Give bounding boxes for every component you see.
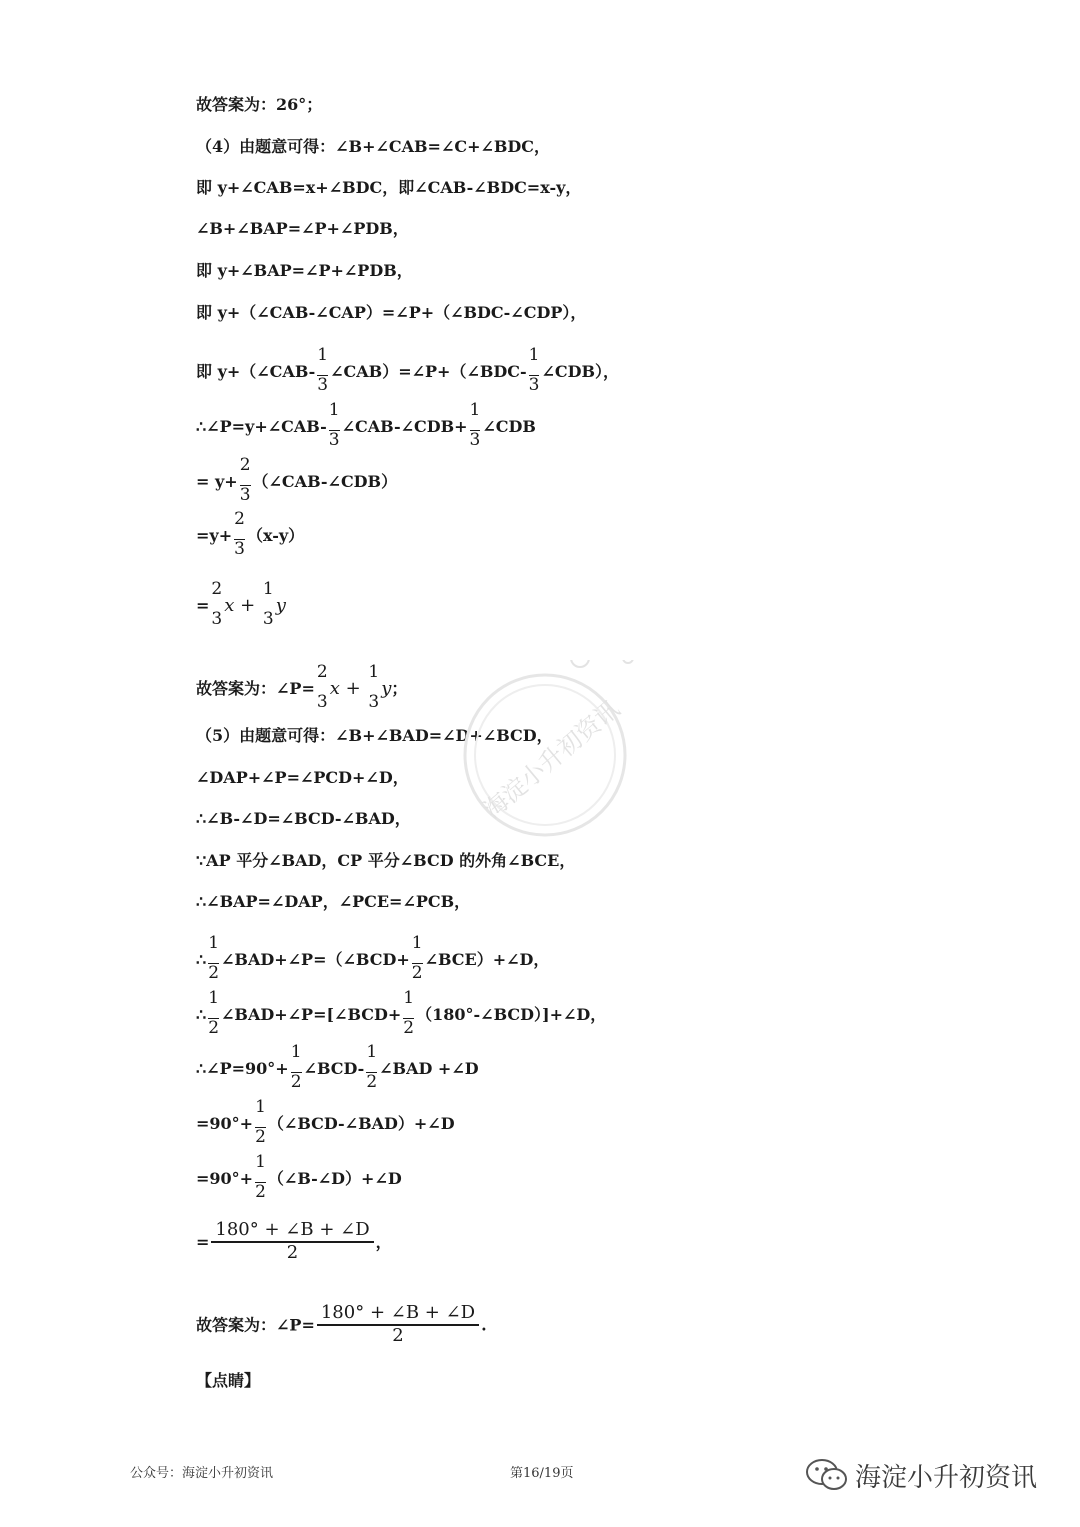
text-segment: . bbox=[481, 1315, 487, 1335]
text-segment: ∴ bbox=[196, 950, 207, 969]
fraction-one-third bbox=[470, 401, 481, 450]
watermark-text: 海淀小升初资讯 bbox=[478, 694, 625, 825]
brand-name: 海淀小升初资讯 bbox=[855, 1462, 1038, 1493]
variable-x: x bbox=[329, 678, 340, 699]
answer-26-line: 故答案为：26°； bbox=[196, 95, 323, 114]
fraction-one-half bbox=[403, 989, 414, 1038]
watermark-seal bbox=[450, 660, 640, 850]
text-segment: ∠BCE）+∠D， bbox=[424, 950, 550, 969]
part4-line-8 bbox=[196, 455, 398, 505]
fraction-one-half bbox=[412, 934, 423, 983]
fraction-denominator: 3 bbox=[262, 609, 274, 629]
part5-answer-line bbox=[196, 1302, 487, 1346]
fraction-numerator: 1 bbox=[208, 933, 220, 953]
text-segment: ∠BAD +∠D bbox=[379, 1059, 479, 1078]
part4-line-9 bbox=[196, 509, 305, 559]
fraction-numerator: 1 bbox=[255, 1097, 266, 1117]
fraction-one-third bbox=[329, 401, 340, 450]
part5-line-7 bbox=[196, 988, 607, 1038]
text-segment: = y+ bbox=[196, 472, 238, 491]
fraction-denominator: 2 bbox=[208, 963, 220, 983]
fraction-denominator: 2 bbox=[255, 1127, 266, 1147]
fraction-denominator: 2 bbox=[290, 1072, 302, 1092]
dianjing-heading: 【点睛】 bbox=[196, 1371, 261, 1390]
text-segment: ∠CDB）， bbox=[541, 362, 620, 381]
fraction-denominator: 2 bbox=[366, 1072, 378, 1092]
text-segment: ∠BCD- bbox=[303, 1059, 365, 1078]
fraction-two-thirds bbox=[211, 580, 222, 629]
part5-line-5: ∴∠BAP=∠DAP，∠PCE=∠PCB， bbox=[196, 892, 471, 911]
text-segment: ∠BAD+∠P=[∠BCD+ bbox=[221, 1005, 402, 1024]
text-segment: ∴∠P=y+∠CAB- bbox=[196, 417, 327, 436]
footer-account: 公众号：海淀小升初资讯 bbox=[130, 1466, 274, 1481]
fraction-denominator: 2 bbox=[411, 963, 423, 983]
text-segment: ； bbox=[391, 679, 408, 698]
fraction-one-half bbox=[366, 1043, 377, 1092]
part4-line-6 bbox=[196, 345, 620, 395]
fraction-numerator: 1 bbox=[469, 400, 481, 420]
fraction-one-third bbox=[368, 663, 379, 712]
fraction-denominator: 3 bbox=[469, 430, 481, 450]
fraction-denominator: 3 bbox=[317, 375, 329, 395]
part5-line-8 bbox=[196, 1042, 479, 1092]
text-segment: 即 y+（∠CAB- bbox=[196, 362, 316, 381]
fraction-one-half bbox=[208, 934, 219, 983]
fraction-numerator: 2 bbox=[234, 509, 245, 529]
text-segment: 故答案为：∠P= bbox=[196, 1315, 315, 1335]
fraction-one-half bbox=[208, 989, 219, 1038]
fraction-one-third bbox=[529, 346, 540, 395]
variable-y: y bbox=[275, 595, 286, 616]
fraction-two-thirds bbox=[234, 510, 245, 559]
part4-line-3: ∠B+∠BAP=∠P+∠PDB， bbox=[196, 219, 409, 238]
fraction-numerator: 180° + ∠B + ∠D bbox=[320, 1302, 476, 1323]
fraction-denominator: 3 bbox=[328, 430, 340, 450]
part4-line-5: 即 y+（∠CAB-∠CAP）=∠P+（∠BDC-∠CDP）， bbox=[196, 303, 587, 322]
part4-line-4: 即 y+∠BAP=∠P+∠PDB， bbox=[196, 261, 413, 280]
part5-line-2: ∠DAP+∠P=∠PCD+∠D， bbox=[196, 768, 409, 787]
text-segment: （180°-∠BCD）]+∠D， bbox=[416, 1005, 607, 1024]
wechat-icon bbox=[805, 1457, 849, 1493]
fraction-numerator: 1 bbox=[255, 1152, 266, 1172]
text-segment: ∠CAB-∠CDB+ bbox=[341, 417, 468, 436]
text-segment: =90°+ bbox=[196, 1169, 254, 1188]
variable-x: x bbox=[224, 595, 235, 616]
fraction-two-thirds bbox=[240, 456, 251, 505]
fraction-one-third bbox=[317, 346, 328, 395]
fraction-two-thirds bbox=[317, 663, 328, 712]
page-number: 第16/19页 bbox=[510, 1466, 574, 1481]
fraction-numerator: 1 bbox=[328, 400, 340, 420]
brand-logo bbox=[805, 1453, 1037, 1497]
fraction-one-half bbox=[291, 1043, 302, 1092]
fraction-numerator: 1 bbox=[403, 988, 415, 1008]
fraction-denominator: 2 bbox=[208, 1018, 220, 1038]
part5-intro-line: （5）由题意可得：∠B+∠BAD=∠D+∠BCD， bbox=[196, 726, 553, 745]
fraction-denominator: 2 bbox=[255, 1182, 266, 1202]
fraction-denominator: 3 bbox=[234, 539, 245, 559]
fraction-denominator: 2 bbox=[286, 1241, 299, 1263]
part4-line-7 bbox=[196, 400, 536, 450]
fraction-denominator: 3 bbox=[368, 692, 380, 712]
fraction-denominator: 3 bbox=[211, 609, 223, 629]
part5-line-9 bbox=[196, 1097, 455, 1147]
part5-line-3: ∴∠B-∠D=∠BCD-∠BAD， bbox=[196, 809, 411, 828]
fraction-numerator: 180° + ∠B + ∠D bbox=[215, 1219, 370, 1240]
fraction-numerator: 1 bbox=[366, 1042, 378, 1062]
part5-line-10 bbox=[196, 1152, 402, 1202]
text-segment: ∠CAB）=∠P+（∠BDC- bbox=[330, 362, 527, 381]
plus-sign: + bbox=[339, 678, 367, 699]
fraction-one-half bbox=[255, 1153, 266, 1202]
text-segment: = bbox=[196, 596, 210, 615]
part4-line-10 bbox=[196, 579, 286, 629]
part4-line-2: 即 y+∠CAB=x+∠BDC，即∠CAB-∠BDC=x-y， bbox=[196, 178, 582, 197]
fraction-numerator: 2 bbox=[211, 579, 223, 599]
fraction-denominator: 3 bbox=[239, 485, 251, 505]
fraction-numerator: 2 bbox=[239, 455, 251, 475]
text-segment: （∠CAB-∠CDB） bbox=[252, 472, 398, 491]
fraction-numerator: 1 bbox=[368, 662, 380, 682]
fraction-numerator: 1 bbox=[528, 345, 540, 365]
text-segment: ∴ bbox=[196, 1005, 207, 1024]
fraction-denominator: 2 bbox=[392, 1324, 404, 1346]
fraction-numerator: 2 bbox=[316, 662, 328, 682]
fraction-expression bbox=[317, 1303, 479, 1345]
fraction-one-half bbox=[255, 1098, 266, 1147]
fraction-numerator: 1 bbox=[290, 1042, 302, 1062]
text-segment: （∠B-∠D）+∠D bbox=[267, 1169, 402, 1188]
text-segment: ∴∠P=90°+ bbox=[196, 1059, 289, 1078]
text-segment: ∠BAD+∠P=（∠BCD+ bbox=[221, 950, 410, 969]
text-segment: （x-y） bbox=[246, 526, 305, 545]
fraction-numerator: 1 bbox=[411, 933, 423, 953]
text-segment: =y+ bbox=[196, 526, 233, 545]
part4-answer-line bbox=[196, 662, 408, 712]
part5-line-6 bbox=[196, 933, 550, 983]
part4-intro-line: （4）由题意可得：∠B+∠CAB=∠C+∠BDC， bbox=[196, 137, 551, 156]
part5-line-11 bbox=[196, 1219, 392, 1263]
text-segment: =90°+ bbox=[196, 1114, 254, 1133]
fraction-numerator: 1 bbox=[208, 988, 220, 1008]
fraction-numerator: 1 bbox=[262, 579, 274, 599]
fraction-numerator: 1 bbox=[317, 345, 329, 365]
part5-line-4: ∵AP 平分∠BAD，CP 平分∠BCD 的外角∠BCE， bbox=[196, 851, 576, 870]
fraction-denominator: 2 bbox=[403, 1018, 415, 1038]
fraction-denominator: 3 bbox=[528, 375, 540, 395]
fraction-expression bbox=[211, 1220, 373, 1262]
text-segment: ， bbox=[375, 1232, 392, 1252]
text-segment: （∠BCD-∠BAD）+∠D bbox=[267, 1114, 455, 1133]
variable-y: y bbox=[381, 678, 392, 699]
fraction-one-third bbox=[263, 580, 274, 629]
text-segment: ∠CDB bbox=[482, 417, 536, 436]
fraction-denominator: 3 bbox=[316, 692, 328, 712]
text-segment: 故答案为：∠P= bbox=[196, 679, 315, 698]
plus-sign: + bbox=[234, 595, 261, 616]
text-segment: = bbox=[196, 1232, 210, 1252]
